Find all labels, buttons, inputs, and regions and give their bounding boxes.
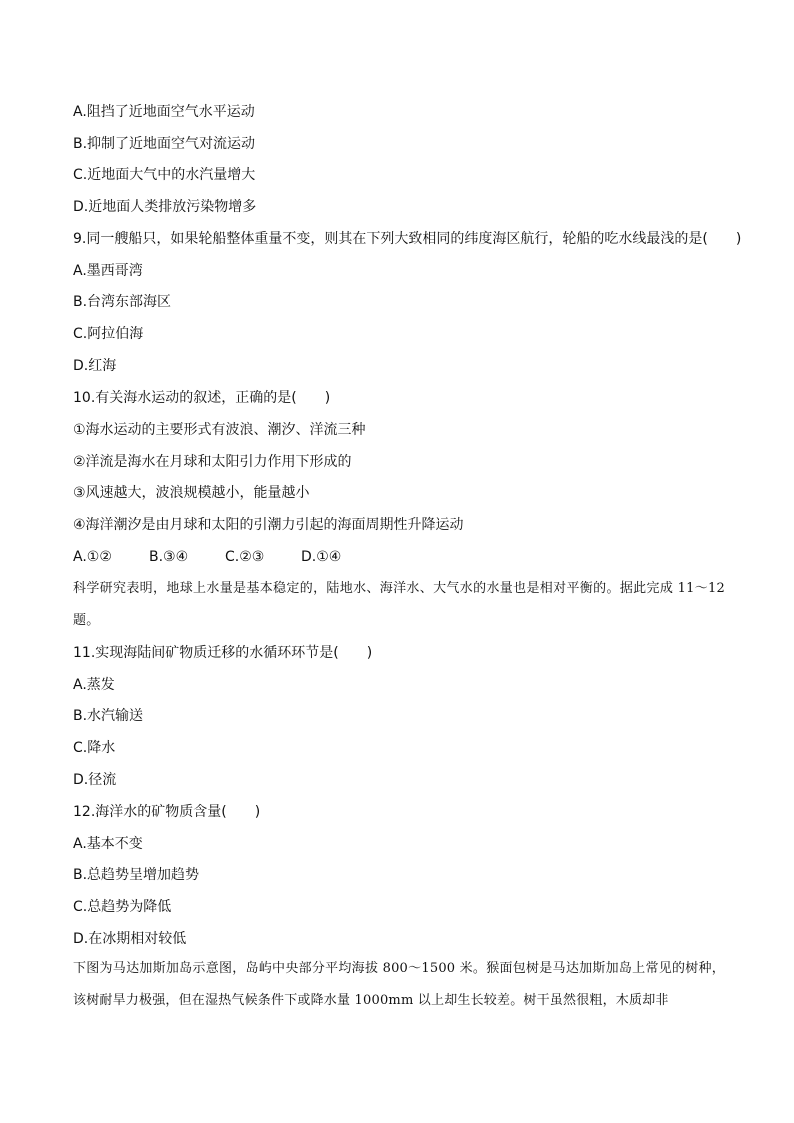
- q8-option-a: A.阻挡了近地面空气水平运动: [73, 104, 255, 120]
- q11-option-d: D.径流: [73, 772, 117, 788]
- q9-option-b: B.台湾东部海区: [73, 294, 172, 310]
- q10-statement-3: ③风速越大，波浪规模越小，能量越小: [73, 485, 310, 501]
- q10-statement-1: ①海水运动的主要形式有波浪、潮汐、洋流三种: [73, 422, 366, 438]
- q12-option-b: B.总趋势呈增加趋势: [73, 867, 200, 883]
- q11-option-a: A.蒸发: [73, 677, 115, 693]
- q10-choice-c: C.②③: [225, 549, 265, 565]
- passage-madagascar: 下图为马达加斯加岛示意图，岛屿中央部分平均海拔 800～1500 米。猴面包树是马达加斯加岛上常见的树种，该树耐旱力极强，但在湿热气候条件下或降水量 1000mm 以上却生长较差。树干虽然很粗，木质却非: [73, 961, 725, 1008]
- q9-option-c: C.阿拉伯海: [73, 326, 144, 342]
- q11-option-c: C.降水: [73, 740, 116, 756]
- q12-option-c: C.总趋势为降低: [73, 899, 172, 915]
- q9-stem: 9.同一艘船只，如果轮船整体重量不变，则其在下列大致相同的纬度海区航行，轮船的吃水线最浅的是( ): [73, 231, 742, 247]
- q10-choice-b: B.③④: [149, 549, 189, 565]
- q9-option-a: A.墨西哥湾: [73, 263, 143, 279]
- q10-statement-4: ④海洋潮汐是由月球和太阳的引潮力引起的海面周期性升降运动: [73, 517, 464, 533]
- q8-option-b: B.抑制了近地面空气对流运动: [73, 136, 256, 152]
- q12-option-a: A.基本不变: [73, 836, 143, 852]
- q10-choices: [73, 548, 377, 566]
- q9-option-d: D.红海: [73, 358, 117, 374]
- passage-water-cycle: 科学研究表明，地球上水量是基本稳定的，陆地水、海洋水、大气水的水量也是相对平衡的。据此完成 11～12题。: [73, 581, 725, 628]
- q11-stem: 11.实现海陆间矿物质迁移的水循环环节是( ): [73, 645, 373, 661]
- q8-option-c: C.近地面大气中的水汽量增大: [73, 167, 256, 183]
- q10-choice-a: A.①②: [73, 549, 112, 565]
- q10-stem: 10.有关海水运动的叙述，正确的是( ): [73, 390, 331, 406]
- q10-choice-d: D.①④: [301, 549, 342, 565]
- q10-statement-2: ②洋流是海水在月球和太阳引力作用下形成的: [73, 454, 352, 470]
- q12-stem: 12.海洋水的矿物质含量( ): [73, 804, 261, 820]
- q11-option-b: B.水汽输送: [73, 708, 144, 724]
- q12-option-d: D.在冰期相对较低: [73, 931, 187, 947]
- q8-option-d: D.近地面人类排放污染物增多: [73, 199, 257, 215]
